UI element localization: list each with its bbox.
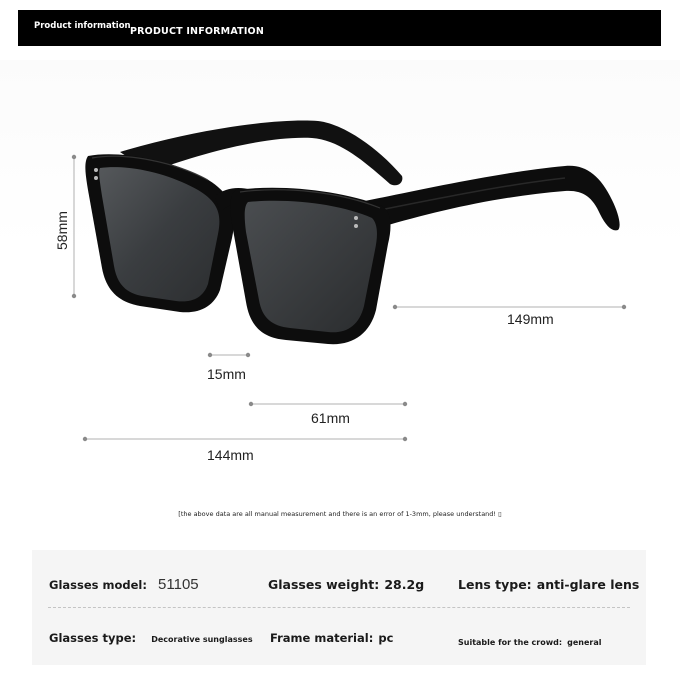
spec-lens-type bbox=[458, 574, 639, 593]
spec-frame-material bbox=[270, 627, 393, 646]
spec-label: Frame material: bbox=[270, 631, 374, 645]
lens-width-label: 61mm bbox=[311, 410, 350, 426]
temple-length-label: 149mm bbox=[507, 311, 554, 327]
spec-suitable-crowd bbox=[458, 630, 602, 649]
rivet-dot bbox=[354, 216, 358, 220]
measurement-note: [the above data are all manual measurement and there is an error of 1-3mm, please understand! ▯ bbox=[178, 510, 502, 518]
spec-panel bbox=[32, 550, 646, 665]
bridge-width-label: 15mm bbox=[207, 366, 246, 382]
header-small-title: Product information bbox=[34, 21, 131, 31]
spec-label: Lens type: bbox=[458, 577, 532, 592]
spec-glasses-type bbox=[49, 627, 253, 646]
spec-value: Decorative sunglasses bbox=[151, 635, 253, 644]
rivet-dot bbox=[94, 176, 98, 180]
spec-label: Glasses type: bbox=[49, 631, 137, 645]
spec-label: Suitable for the crowd: bbox=[458, 638, 563, 647]
spec-value: general bbox=[567, 638, 602, 647]
header-title: PRODUCT INFORMATION bbox=[130, 26, 264, 37]
spec-value: anti-glare lens bbox=[536, 577, 640, 592]
right-lens bbox=[245, 201, 377, 333]
spec-divider bbox=[48, 607, 630, 608]
lens-height-label: 58mm bbox=[54, 211, 70, 250]
spec-value: 28.2g bbox=[384, 577, 425, 592]
spec-label: Glasses weight: bbox=[268, 577, 380, 592]
spec-label: Glasses model: bbox=[49, 578, 147, 592]
spec-glasses-weight bbox=[268, 574, 424, 593]
spec-glasses-model bbox=[49, 574, 199, 593]
spec-value: 51105 bbox=[158, 576, 199, 593]
frame-width-label: 144mm bbox=[207, 447, 254, 463]
spec-value: pc bbox=[378, 631, 394, 645]
rivet-dot bbox=[354, 224, 358, 228]
rivet-dot bbox=[94, 168, 98, 172]
